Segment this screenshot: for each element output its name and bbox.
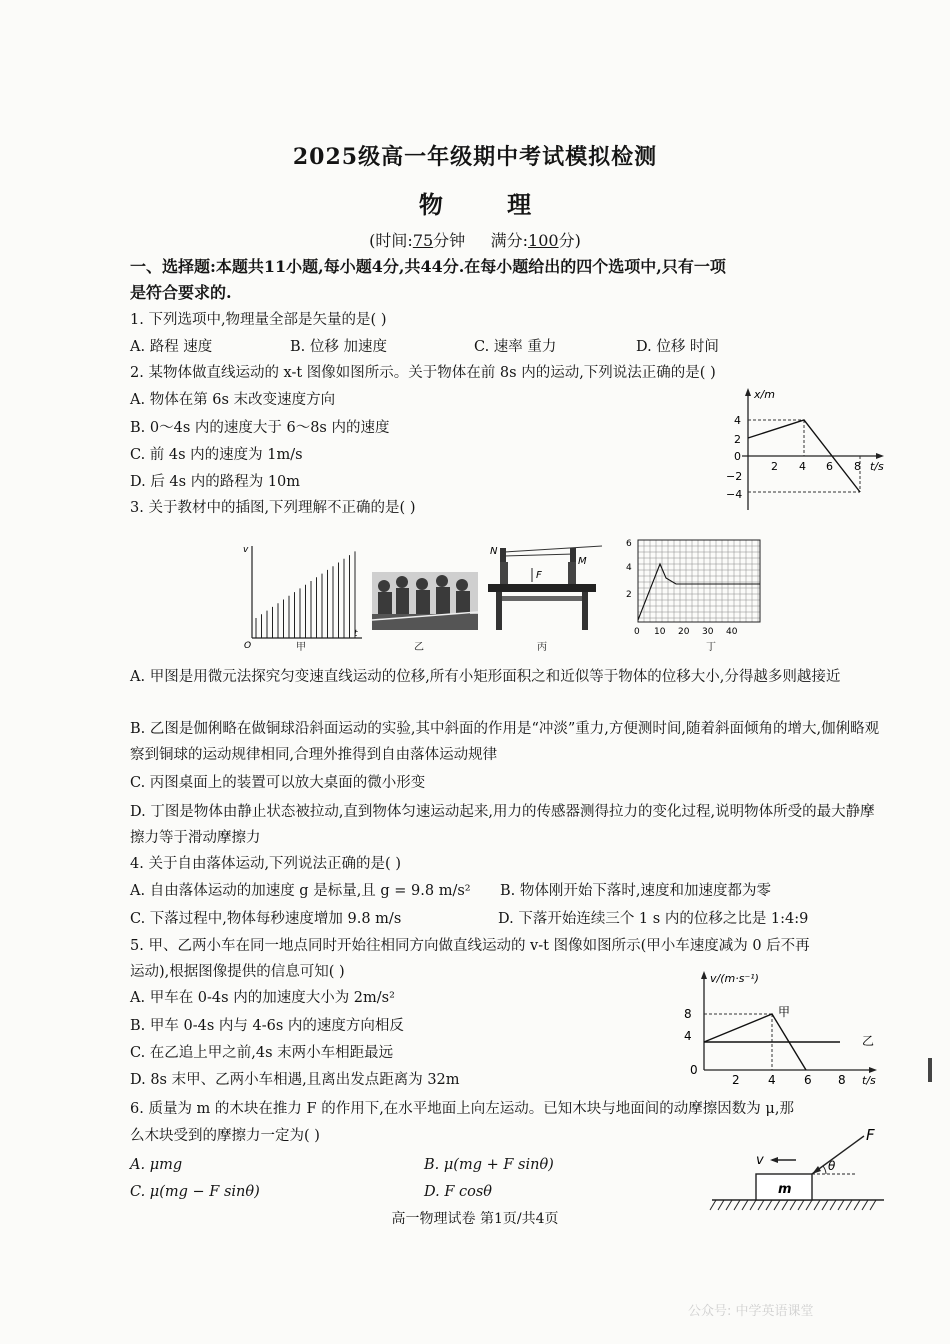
q5-label-jia: 甲 [778, 1005, 791, 1019]
jia-o-label: O [244, 641, 252, 650]
q1-option-a: A. 路程 速度 [130, 339, 213, 355]
bing-m-label: M [578, 556, 587, 567]
q4-stem: 4. 关于自由落体运动,下列说法正确的是( ) [130, 856, 401, 872]
section-heading-line1: 一、选择题:本题共11小题,每小题4分,共44分.在每小题给出的四个选项中,只有一项 [130, 257, 726, 276]
q5-stem-line2: 运动),根据图像提供的信息可知( ) [130, 964, 345, 980]
q6-stem-line1: 6. 质量为 m 的木块在推力 F 的作用下,在水平地面上向左运动。已知木块与地面间的动摩擦因数为 μ,那 [130, 1101, 794, 1117]
q3-fig-bing [484, 540, 604, 632]
subject-title: 物 理 [418, 190, 560, 219]
q6-angle-label: θ [828, 1159, 836, 1173]
q2-ytick-m4: −4 [726, 488, 743, 501]
jia-micro-rectangles [256, 551, 355, 638]
q2-x-arrow [876, 453, 884, 459]
q2-y-label: x/m [754, 388, 775, 401]
q3-caption-bing: 丙 [537, 642, 547, 653]
bing-leg-left [496, 592, 502, 630]
time-prefix: (时间: [369, 231, 413, 250]
q5-option-c: C. 在乙追上甲之前,4s 末两小车相距最远 [130, 1045, 394, 1061]
q5-x-arrow [869, 1067, 877, 1073]
q3-option-d: D. 丁图是物体由静止状态被拉动,直到物体匀速运动起来,用力的传感器测得拉力的变化过程,说明物体所受的最大静摩擦力等于滑动摩擦力 [130, 804, 875, 846]
q1-option-d: D. 位移 时间 [636, 339, 719, 355]
bing-support-right [568, 562, 576, 584]
q2-xtick-8: 8 [854, 460, 861, 473]
q4-option-c: C. 下落过程中,物体每秒速度增加 9.8 m/s [130, 911, 402, 927]
q3-stem: 3. 关于教材中的插图,下列理解不正确的是( ) [130, 500, 416, 516]
bing-support-left [500, 562, 508, 584]
q2-ytick-2: 2 [734, 433, 741, 446]
jia-t-label: t [354, 629, 358, 639]
q2-option-b: B. 0～4s 内的速度大于 6～8s 内的速度 [130, 420, 390, 436]
score-value: 100 [528, 231, 559, 250]
q4-option-d: D. 下落开始连续三个 1 s 内的位移之比是 1:4:9 [498, 911, 809, 927]
exam-time-info [0, 228, 950, 251]
ding-xtick-40: 40 [726, 627, 738, 637]
bing-f-label: F [536, 570, 542, 581]
ding-ytick-6: 6 [626, 539, 632, 549]
q3-option-b: B. 乙图是伽俐略在做铜球沿斜面运动的实验,其中斜面的作用是“冲淡”重力,方便测时间,随着斜面倾角的增大,伽俐略观察到铜球的运动规律相同,合理外推得到自由落体运动规律 [130, 721, 880, 763]
q6-option-c: C. μ(mg − F sinθ) [130, 1184, 260, 1200]
ding-xtick-10: 10 [654, 627, 666, 637]
bing-n-label: N [490, 546, 498, 557]
q2-ytick-m2: −2 [726, 470, 743, 483]
q4-option-a: A. 自由落体运动的加速度 g 是标量,且 g = 9.8 m/s² [130, 883, 471, 899]
q2-xtick-6: 6 [826, 460, 833, 473]
ding-ytick-4: 4 [626, 563, 632, 573]
q3-option-a: A. 甲图是用微元法探究匀变速直线运动的位移,所有小矩形面积之和近似等于物体的位移大小,分得越多则越接近 [130, 669, 841, 685]
q6-stem-line2: 么木块受到的摩擦力一定为( ) [130, 1128, 320, 1144]
q6-option-b: B. μ(mg + F sinθ) [424, 1157, 554, 1173]
q5-option-d: D. 8s 末甲、乙两小车相遇,且离出发点距离为 32m [130, 1072, 460, 1088]
q5-y-label: v/(m·s⁻¹) [710, 972, 759, 985]
q2-option-d: D. 后 4s 内的路程为 10m [130, 474, 301, 490]
score-prefix: 满分: [490, 231, 529, 250]
q2-option-a: A. 物体在第 6s 末改变速度方向 [130, 392, 336, 408]
q3-fig-ding [620, 534, 770, 638]
q1-option-c: C. 速率 重力 [474, 339, 557, 355]
q5-option-b: B. 甲车 0-4s 内与 4-6s 内的速度方向相反 [130, 1018, 404, 1034]
ding-xtick-20: 20 [678, 627, 690, 637]
ding-frame [638, 540, 760, 622]
ding-xtick-30: 30 [702, 627, 714, 637]
q6-option-d: D. F cosθ [424, 1184, 493, 1200]
bing-light-ray-2 [504, 554, 574, 556]
q5-xtick-4: 4 [768, 1073, 776, 1087]
q5-xtick-8: 8 [838, 1073, 846, 1087]
q3-caption-jia: 甲 [296, 642, 306, 653]
q2-xtick-2: 2 [771, 460, 778, 473]
bing-leg-right [582, 592, 588, 630]
scan-mark [928, 1058, 932, 1082]
q2-ytick-4: 4 [734, 414, 741, 427]
q5-ytick-4: 4 [684, 1029, 692, 1043]
q6-force-arrowhead [812, 1166, 821, 1174]
q5-x-label: t/s [862, 1074, 876, 1087]
q4-option-b: B. 物体刚开始下落时,速度和加速度都为零 [500, 883, 771, 899]
q6-mass-label: m [778, 1182, 792, 1197]
bing-tabletop [488, 584, 596, 592]
q5-y-arrow [701, 971, 707, 979]
q2-y-arrow [745, 388, 751, 396]
section-heading [130, 254, 890, 306]
q3-fig-yi [372, 572, 478, 630]
ding-ytick-2: 2 [626, 590, 632, 600]
bing-mirror-m [570, 548, 576, 562]
q6-angle-arc [823, 1166, 826, 1174]
q6-option-a: A. μmg [130, 1157, 183, 1173]
ding-xtick-0: 0 [634, 627, 640, 637]
q5-label-yi: 乙 [862, 1034, 875, 1048]
section-heading-line2: 是符合要求的. [130, 283, 232, 302]
q2-x-label: t/s [870, 460, 884, 473]
q3-fig-jia [240, 540, 370, 650]
bing-mirror-n [500, 548, 506, 562]
q1-stem: 1. 下列选项中,物理量全部是矢量的是( ) [130, 312, 387, 328]
q2-option-c: C. 前 4s 内的速度为 1m/s [130, 447, 303, 463]
time-unit: 分钟 [433, 231, 466, 250]
q3-option-c: C. 丙图桌面上的装置可以放大桌面的微小形变 [130, 775, 426, 791]
bing-light-ray-1 [504, 546, 602, 552]
jia-v-label: v [243, 545, 249, 555]
q5-xtick-6: 6 [804, 1073, 812, 1087]
q5-option-a: A. 甲车在 0-4s 内的加速度大小为 2m/s² [130, 990, 395, 1006]
page-footer: 高一物理试卷 第1页/共4页 [391, 1211, 559, 1227]
q6-force-line [812, 1136, 864, 1174]
bing-apron [502, 596, 582, 601]
q2-xtick-4: 4 [799, 460, 806, 473]
q6-force-figure [708, 1122, 888, 1214]
q5-ytick-0: 0 [690, 1063, 698, 1077]
ding-force-curve [638, 564, 760, 620]
q3-caption-ding: 丁 [706, 642, 716, 653]
q5-stem-line1: 5. 甲、乙两小车在同一地点同时开始往相同方向做直线运动的 v-t 图像如图所示(甲小车速度减为 0 后不再 [130, 938, 810, 954]
exam-title: 2025级高一年级期中考试模拟检测 [292, 144, 658, 170]
q2-ytick-0: 0 [734, 450, 741, 463]
q5-ytick-8: 8 [684, 1007, 692, 1021]
q6-velocity-arrowhead [770, 1157, 778, 1163]
time-value: 75 [412, 231, 434, 250]
score-unit: 分) [558, 231, 581, 250]
q2-stem: 2. 某物体做直线运动的 x-t 图像如图所示。关于物体在前 8s 内的运动,下列说法正确的是( ) [130, 365, 716, 381]
q1-option-b: B. 位移 加速度 [290, 339, 387, 355]
ding-grid [638, 540, 760, 622]
q2-xt-graph [720, 384, 890, 516]
q5-xtick-2: 2 [732, 1073, 740, 1087]
q5-vt-graph [672, 966, 892, 1088]
q6-velocity-label: v [756, 1153, 764, 1168]
watermark: 公众号: 中学英语课堂 [688, 1304, 814, 1319]
q6-force-label: F [866, 1126, 875, 1144]
q3-caption-yi: 乙 [414, 642, 424, 653]
